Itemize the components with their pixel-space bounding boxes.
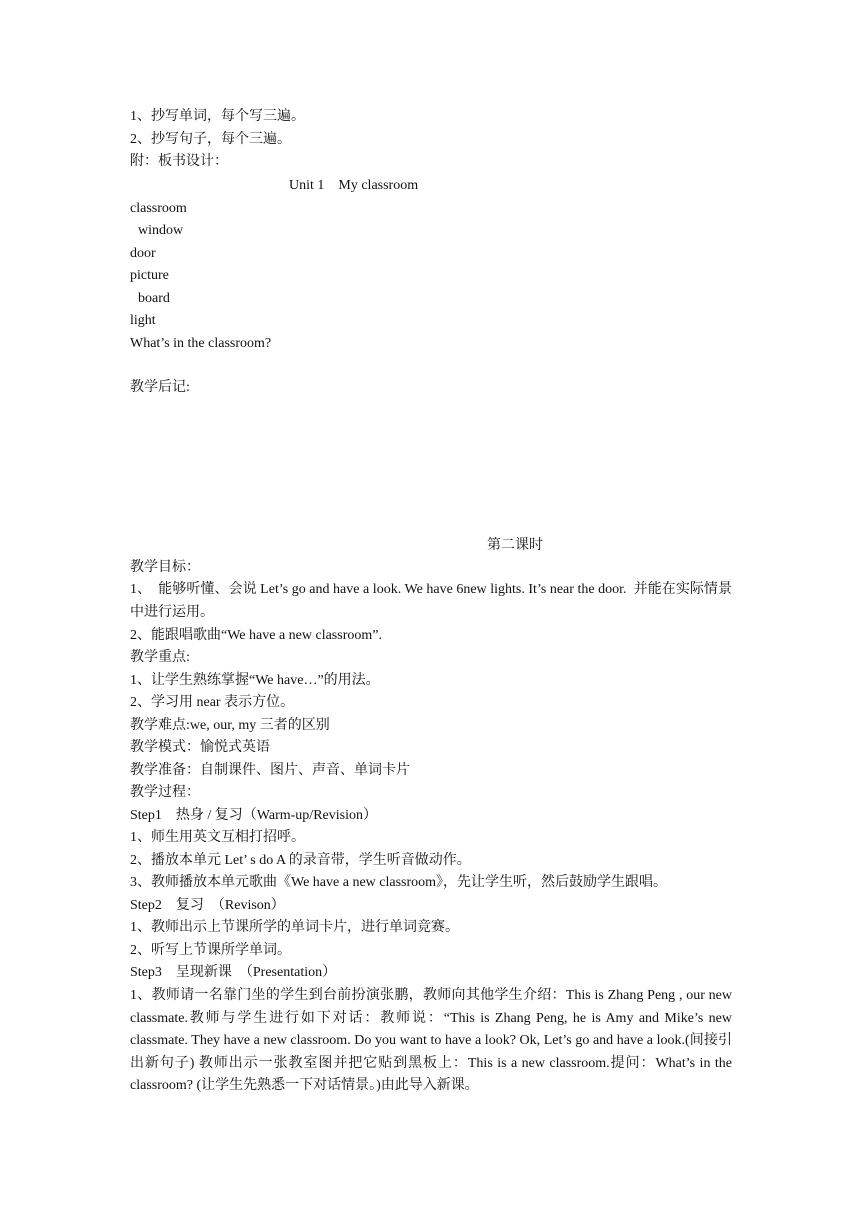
board-word-classroom: classroom — [130, 201, 187, 216]
board-word-picture: picture — [130, 268, 169, 283]
goal-1: 1、 能够听懂、会说 Let’s go and have a look. We have 6new lights. It’s near the door. 并能在实际情景中进行运用。 — [130, 582, 732, 620]
step1-item-3: 3、教师播放本单元歌曲《We have a new classroom》，先让学生听，然后鼓励学生跟唱。 — [130, 875, 668, 890]
key-point-2: 2、学习用 near 表示方位。 — [130, 695, 295, 710]
homework-item-1: 1、抄写单词，每个写三遍。 — [130, 109, 305, 124]
teaching-prep: 教学准备：自制课件、图片、声音、单词卡片 — [130, 763, 410, 778]
board-design-label: 附：板书设计： — [130, 154, 228, 169]
step2-item-2: 2、听写上节课所学单词。 — [130, 943, 291, 958]
key-point-1: 1、让学生熟练掌握“We have…”的用法。 — [130, 673, 380, 688]
step1-item-2: 2、播放本单元 Let’ s do A 的录音带，学生听音做动作。 — [130, 853, 471, 868]
board-word-window: window — [138, 223, 184, 238]
goals-label: 教学目标： — [130, 560, 200, 575]
step2-title: Step2 复习 （Revison） — [130, 898, 285, 913]
step3-title: Step3 呈现新课 （Presentation） — [130, 965, 337, 980]
process-label: 教学过程： — [130, 785, 200, 800]
board-word-board: board — [138, 291, 170, 306]
board-word-light: light — [130, 313, 156, 328]
step1-title: Step1 热身 / 复习（Warm-up/Revision） — [130, 808, 377, 823]
homework-item-2: 2、抄写句子，每个三遍。 — [130, 132, 291, 147]
board-word-door: door — [130, 246, 156, 261]
step1-item-1: 1、师生用英文互相打招呼。 — [130, 830, 305, 845]
lesson-title: 第二课时 — [487, 538, 543, 553]
step2-item-1: 1、教师出示上节课所学的单词卡片，进行单词竞赛。 — [130, 920, 459, 935]
board-question: What’s in the classroom? — [130, 336, 272, 351]
key-points-label: 教学重点: — [130, 650, 190, 665]
goal-2: 2、能跟唱歌曲“We have a new classroom”. — [130, 628, 382, 643]
board-design-title: Unit 1 My classroom — [289, 178, 419, 193]
step3-paragraph: 1、教师请一名靠门坐的学生到台前扮演张鹏，教师向其他学生介绍：This is Zhang Peng , our new classmate.教师与学生进行如下对话：教师说：“This is Zhang Peng, he is Amy and Mike’s new classmate. They have a new classroom. Do you want to have a look? Ok, Let’s go and have a look.(间接引出新句子) 教师出示一张教室图并把它贴到黑板上：This is a new classroom.提问：What’s in the classroom? (让学生先熟悉一下对话情景。)由此导入新课。 — [130, 988, 732, 1093]
reflection-label: 教学后记: — [130, 380, 190, 395]
teaching-mode: 教学模式：愉悦式英语 — [130, 740, 270, 755]
difficulty: 教学难点:we, our, my 三者的区别 — [130, 718, 330, 733]
